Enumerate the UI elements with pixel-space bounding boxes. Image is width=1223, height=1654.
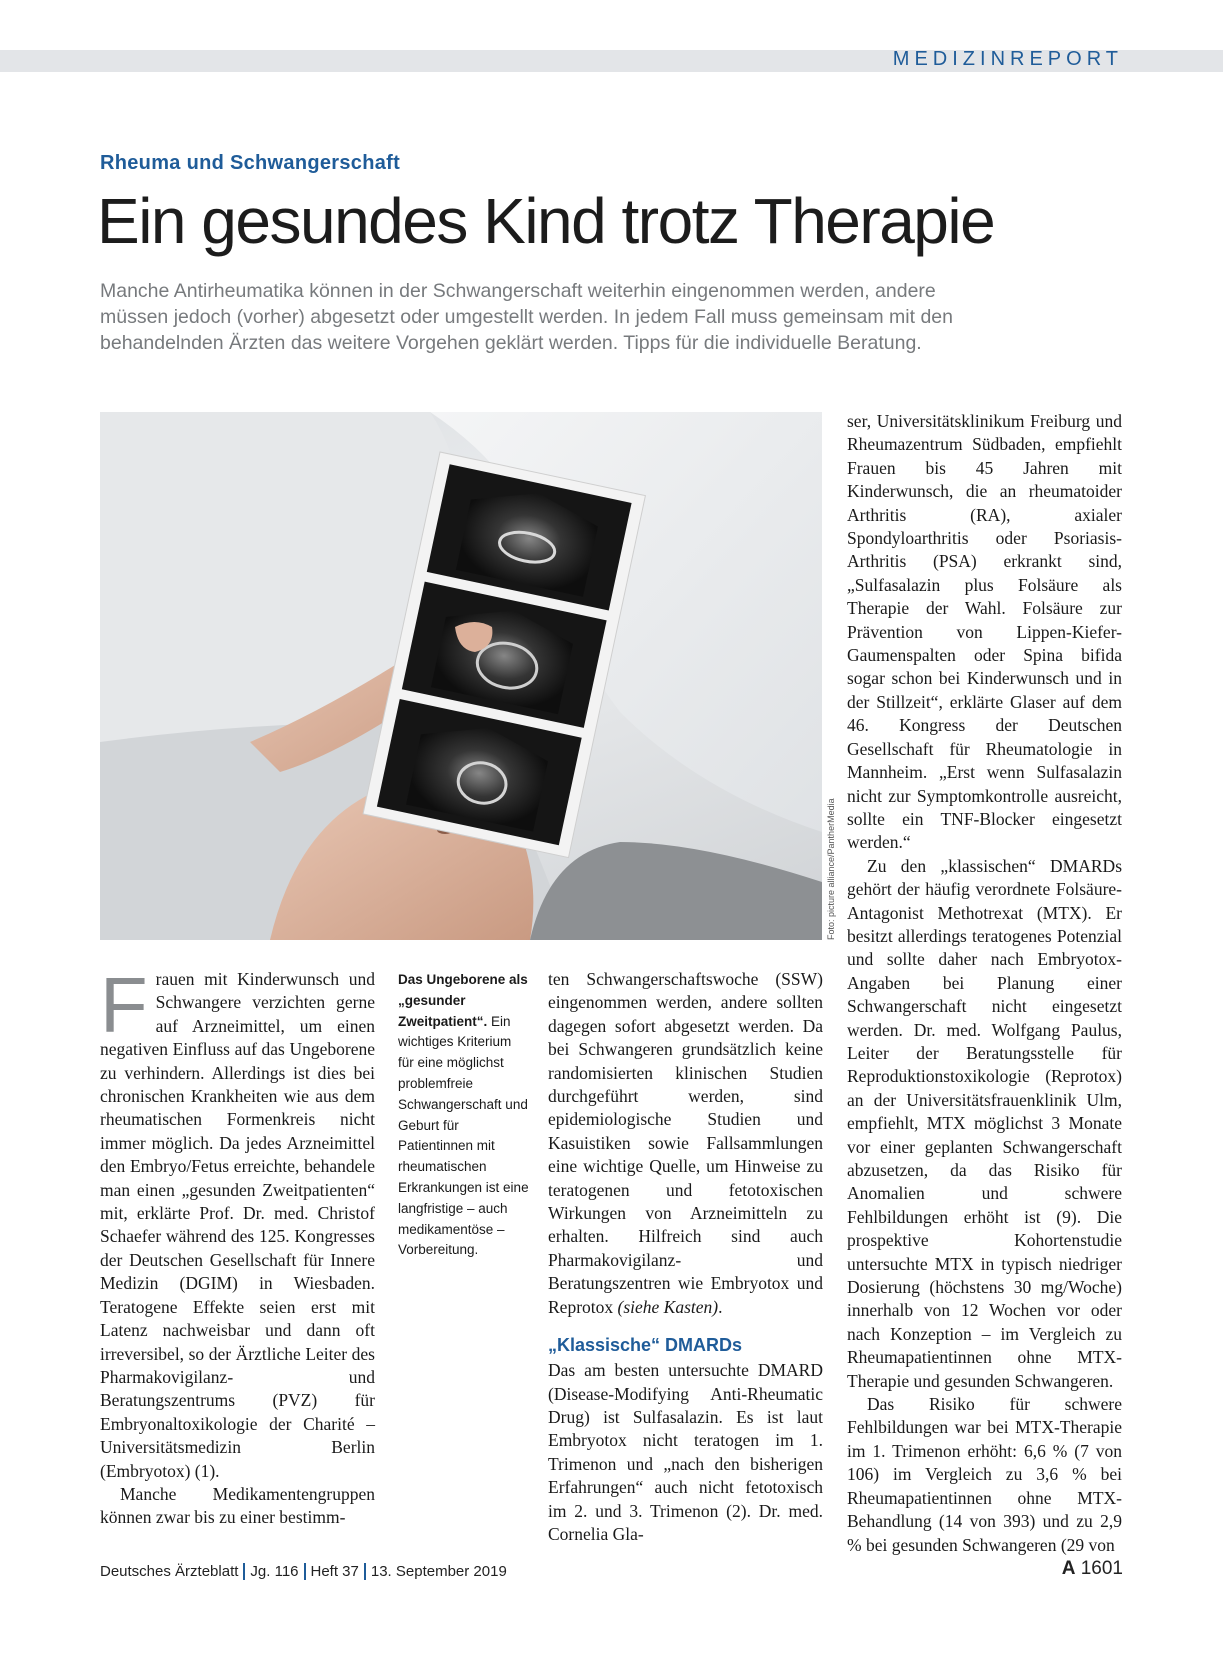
body-column-3	[847, 410, 1122, 1557]
photo-caption	[398, 970, 530, 1261]
body-paragraph: Zu den „klassischen“ DMARDs gehört der häufig verordnete Folsäure-Antagonist Methotrexat (MTX). Er besitzt allerdings teratogenes Potenzial und sollte daher nach Embryotox-Angaben bei Planung einer Schwangerschaft nicht eingesetzt werden. Dr. med. Wolfgang Paulus, Leiter der Beratungsstelle für Reproduktionstoxikologie (Reprotox) an der Universitätsfrauenklinik Ulm, empfiehlt, MTX möglichst 3 Monate vor einer geplanten Schwangerschaft abzusetzen, da das Risiko für Anomalien und schwere Fehlbildungen erhöht ist (9). Die prospektive Kohortenstudie untersuchte MTX in typisch niedriger Dosierung (höchstens 30 mg/Woche) innerhalb von 12 Wochen vor oder nach Konzeption – im Vergleich zu Rheumapatientinnen ohne MTX-Therapie und gesunden Schwangeren.	[847, 855, 1122, 1391]
photo-credit: Foto: picture alliance/PantherMedia	[826, 798, 836, 940]
body-paragraph: Manche Medikamentengruppen können zwar bis zu einer bestimm-	[100, 1483, 375, 1528]
ultrasound-illustration	[100, 412, 822, 940]
body-paragraph: ser, Universitätsklinikum Freiburg und Rheumazentrum Südbaden, empfiehlt Frauen bis 45 Jahren mit Kinderwunsch, die an rheumatoider Arthritis (RA), axialer Spondyloarthritis oder Psoriasis-Arthritis (PSA) erkrankt sind, „Sulfasalazin plus Folsäure als Therapie der Wahl. Folsäure zur Prävention von Lippen-Kiefer-Gaumenspalten oder Spina bifida sogar schon bei Kinderwunsch und in der Stillzeit“, erklärte Glaser auf dem 46. Kongress der Deutschen Gesellschaft für Rheumatologie in Mannheim. „Erst wenn Sulfasalazin nicht zur Symptomkontrolle ausreicht, sollte ein TNF-Blocker eingesetzt werden.“	[847, 411, 1122, 853]
article-lead: Manche Antirheumatika können in der Schwangerschaft weiterhin eingenommen werden, andere müssen jedoch (vorher) abgesetzt oder umgestellt werden. In jedem Fall muss gemeinsam mit den behandelnden Ärzten das weitere Vorgehen geklärt werden. Tipps für die individuelle Beratung.	[100, 280, 953, 354]
body-paragraph: rauen mit Kinderwunsch und Schwangere verzichten gerne auf Arzneimittel, um einen negativen Einfluss auf das Ungeborene zu verhindern. Allerdings ist dies bei chronischen Krankheiten wie aus dem rheumatischen Formenkreis nicht immer möglich. Da jedes Arzneimittel den Embryo/Fetus erreichte, behandele man einen „gesunden Zweitpatienten“ mit, erklärte Prof. Dr. med. Christof Schaefer während des 125. Kongresses der Deutschen Gesellschaft für Innere Medizin (DGIM) in Wiesbaden. Teratogene Effekte seien erst mit Latenz nachweisbar und dann oft irreversibel, so der Ärztliche Leiter des Pharmakovigilanz- und Beratungszentrums (PVZ) für Embryonaltoxikologie der Charité – Universitätsmedizin Berlin (Embryotox) (1).	[100, 969, 375, 1481]
footer-divider	[243, 1563, 245, 1580]
body-paragraph: Das Risiko für schwere Fehlbildungen war bei MTX-Therapie im 1. Trimenon erhöht: 6,6 % (7 von 106) im Vergleich zu 3,6 % bei Rheumapatientinnen ohne MTX-Behandlung (14 von 393) und zu 2,9 % bei gesunden Schwangeren (29 von	[847, 1394, 1122, 1555]
body-column-1	[100, 961, 375, 1530]
section-label: MEDIZINREPORT	[892, 48, 1123, 70]
journal-volume: Jg. 116	[250, 1563, 299, 1580]
article-title: Ein gesundes Kind trotz Therapie	[97, 185, 995, 257]
box-reference: (siehe Kasten)	[617, 1296, 719, 1317]
body-text-end: .	[718, 1296, 723, 1317]
body-paragraph: Das am besten untersuchte DMARD (Disease-Modifying Anti-Rheumatic Drug) ist Sulfasalazin. Es ist laut Embryotox nicht teratogen im 1. Trimenon und „nach den bisherigen Erfahrungen“ auch nicht fetotoxisch im 2. und 3. Trimenon (2). Dr. med. Cornelia Gla-	[548, 1360, 823, 1544]
body-text: ten Schwangerschaftswoche (SSW) eingenommen werden, andere sollten dagegen sofort abgesetzt werden. Da bei Schwangeren grundsätzlich keine randomisierten klinischen Studien durchgeführt werden, sind epidemiologische Studien und Kasuistiken sowie Fallsammlungen eine wichtige Quelle, um Hinweise zu teratogenen und fetotoxischen Wirkungen von Arzneimitteln zu erhalten. Hilfreich sind auch Pharmakovigilanz- und Beratungszentren wie Embryotox und Reprotox	[548, 969, 823, 1317]
article-kicker: Rheuma und Schwangerschaft	[100, 152, 401, 174]
page-number-value: 1601	[1080, 1558, 1123, 1579]
page-number	[1062, 1558, 1123, 1580]
drop-cap: F	[100, 961, 148, 1049]
journal-name: Deutsches Ärzteblatt	[100, 1563, 239, 1580]
journal-issue: Heft 37	[310, 1563, 359, 1580]
page-prefix: A	[1061, 1558, 1076, 1579]
footer-divider	[304, 1563, 306, 1580]
body-column-2	[548, 968, 823, 1546]
caption-title: Das Ungeborene als „gesunder Zweitpatient“.	[398, 972, 528, 1029]
ultrasound-photo	[100, 412, 822, 940]
caption-text: Ein wichtiges Kriterium für eine möglichst problemfreie Schwangerschaft und Geburt für Patientinnen mit rheumatischen Erkrankungen ist eine langfristige – auch medikamentöse – Vorbereitung.	[398, 1013, 529, 1258]
footer-divider	[364, 1563, 366, 1580]
page-footer	[100, 1563, 507, 1580]
issue-date: 13. September 2019	[370, 1563, 507, 1580]
section-subhead: „Klassische“ DMARDs	[548, 1335, 743, 1356]
body-paragraph	[548, 968, 823, 1319]
